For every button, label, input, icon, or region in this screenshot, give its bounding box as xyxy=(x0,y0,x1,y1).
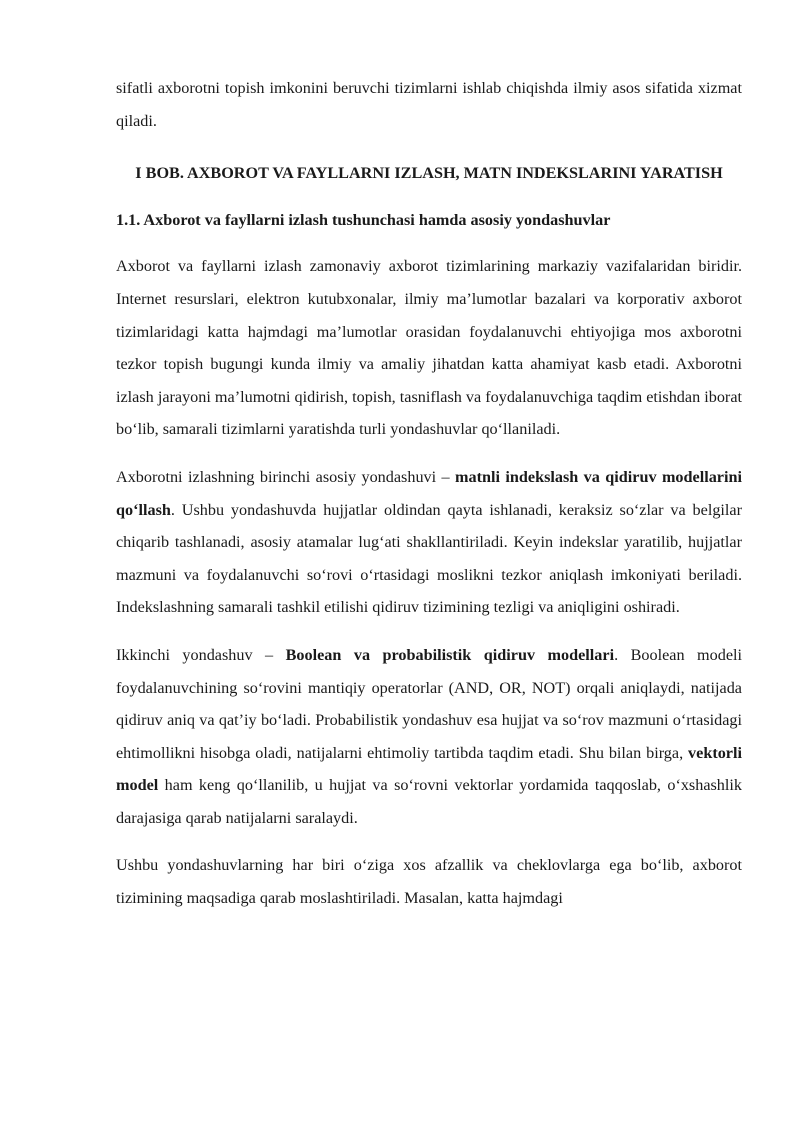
intro-paragraph: sifatli axborotni topish imkonini beruvchi tizimlarni ishlab chiqishda ilmiy asos sifatida xizmat qiladi. xyxy=(116,79,742,130)
document-page xyxy=(116,72,742,930)
paragraph-1: Axborot va fayllarni izlash zamonaviy axborot tizimlarining markaziy vazifalaridan biridir. Internet resurslari, elektron kutubxonalar, ilmiy ma’lumotlar bazalari va korporativ axborot tizimlaridagi katta hajmdagi ma’lumotlar orasidan foydalanuvchi ehtiyojiga mos axborotni tezkor topish bugungi kunda ilmiy va amaliy jihatdan katta ahamiyat kasb etadi. Axborotni izlash jarayoni ma’lumotni qidirish, topish, tasniflash va foydalanuvchiga taqdim etishdan iborat bo‘lib, samarali tizimlarni yaratishda turli yondashuvlar qo‘llaniladi. xyxy=(116,257,742,439)
paragraph-3-bold-1: Boolean va probabilistik qidiruv modellari xyxy=(285,645,615,664)
paragraph-4: Ushbu yondashuvlarning har biri o‘ziga xos afzallik va cheklovlarga ega bo‘lib, axborot tizimining maqsadiga qarab moslashtiriladi. Masalan, katta hajmdagi xyxy=(116,856,742,908)
paragraph-3-text-a: Ikkinchi yondashuv – xyxy=(116,645,286,664)
paragraph-3-bold-2: vektorli model xyxy=(116,743,742,795)
paragraph-2 xyxy=(116,461,742,624)
paragraph-3 xyxy=(116,639,742,835)
section-title: 1.1. Axborot va fayllarni izlash tushunchasi hamda asosiy yondashuvlar xyxy=(116,210,611,229)
paragraph-3-text-b: . Boolean modeli foydalanuvchining so‘rovini mantiqiy operatorlar (AND, OR, NOT) orqali aniqlaydi, natijada qidiruv aniq va qat’iy bo‘ladi. Probabilistik yondashuv esa hujjat va so‘rov mazmuni o‘rtasidagi ehtimollikni hisobga oladi, natijalarni ehtimoliy tartibda taqdim etadi. Shu bilan birga, xyxy=(116,645,743,762)
paragraph-2-bold: matnli indekslash va qidiruv modellarini qo‘llash xyxy=(116,467,742,519)
paragraph-2-text-b: . Ushbu yondashuvda hujjatlar oldindan qayta ishlanadi, keraksiz so‘zlar va belgilar chiqarib tashlanadi, asosiy atamalar lug‘ati shakllantiriladi. Keyin indekslar yaratilib, hujjatlar mazmuni va foydalanuvchi so‘rovi o‘rtasidagi moslikni tezkor aniqlash imkoniyati beriladi. Indekslashning samarali tashkil etilishi qidiruv tizimining tezligi va aniqligini oshiradi. xyxy=(116,500,742,617)
paragraph-3-text-c: ham keng qo‘llanilib, u hujjat va so‘rovni vektorlar yordamida taqqoslab, o‘xshashlik darajasiga qarab natijalarni saralaydi. xyxy=(116,776,742,827)
paragraph-2-text-a: Axborotni izlashning birinchi asosiy yondashuvi – xyxy=(116,467,456,486)
chapter-title: I BOB. AXBOROT VA FAYLLARNI IZLASH, MATN INDEKSLARINI YARATISH xyxy=(135,164,723,183)
